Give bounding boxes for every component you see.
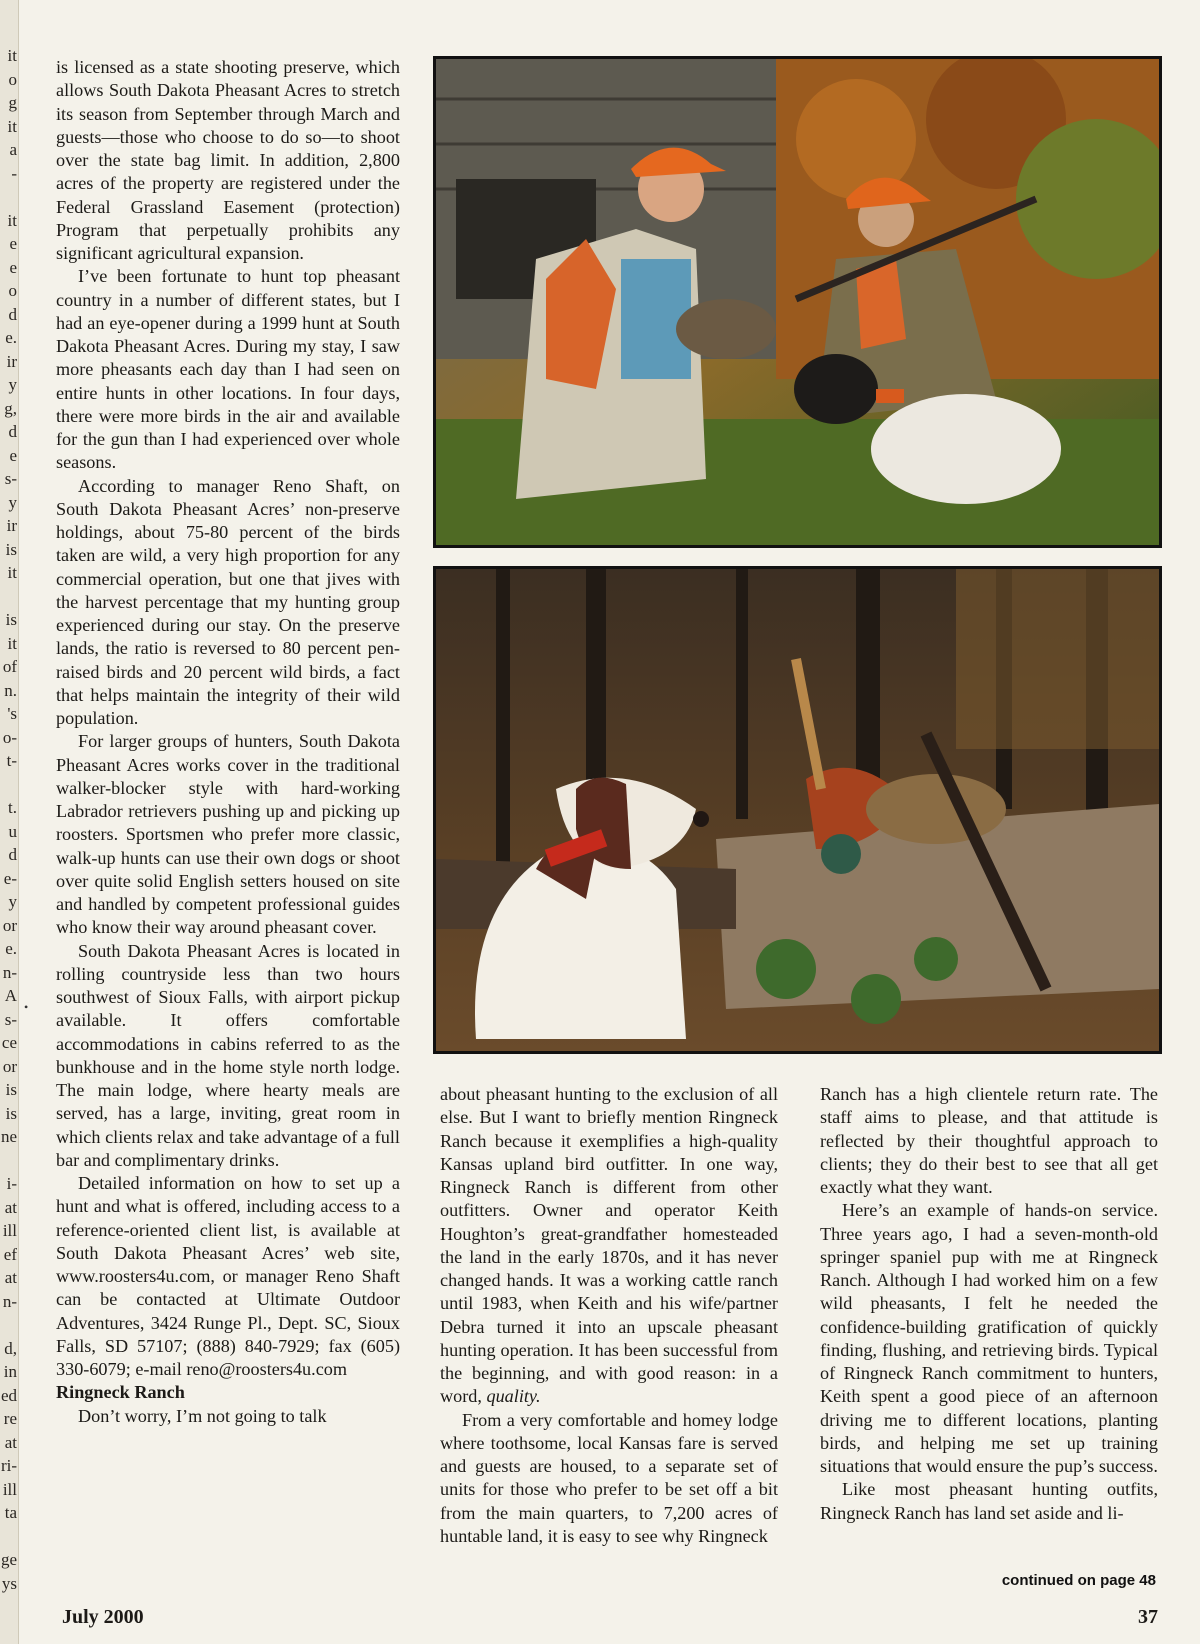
photo-hunters-with-dog — [433, 56, 1162, 548]
gutter-fragment: o- — [2, 727, 17, 747]
gutter-fragment: 's — [7, 704, 17, 723]
page-number: 37 — [1138, 1606, 1158, 1628]
gutter-fragment: of — [2, 657, 17, 676]
paragraph: For larger groups of hunters, South Dakota Pheasant Acres works cover in the traditional walker-blocker style with hard-working Labrador retrievers pushing up and picking up roosters. Sportsmen who prefer more classic, walk-up hunts can use their own dogs or shoot over quite solid English setters housed on site and handled by competent professional guides who know their way around pheasant cover. — [56, 731, 400, 938]
gutter-fragment: at — [4, 1268, 17, 1287]
photo-spaniel-with-pheasants — [433, 566, 1162, 1054]
gutter-fragment: u — [8, 821, 17, 841]
gutter-fragment — [1, 185, 17, 209]
gutter-fragment: ri- — [1, 1456, 17, 1475]
stray-dot: • — [24, 1000, 29, 1014]
gutter-fragment — [1, 1525, 17, 1549]
article-column-2 — [440, 1083, 778, 1548]
paragraph: Don’t worry, I’m not going to talk — [78, 1405, 327, 1426]
facing-page-text-fragments — [1, 44, 17, 1595]
gutter-fragment — [1, 773, 17, 797]
gutter-fragment: n- — [2, 962, 17, 982]
gutter-fragment: e — [9, 445, 17, 465]
gutter-fragment: y — [8, 492, 17, 512]
paragraph: According to manager Reno Shaft, on South Dakota Pheasant Acres’ non-preserve holdings, about 75-80 percent of the birds taken are wild, a very high proportion for any commercial operation, but one that jives with the harvest percentage that my hunting group experienced during our stay. On the preserve lands, the ratio is reversed to 80 percent pen-raised birds and 20 percent wild birds, a fact that helps maintain the integrity of their wild population. — [56, 475, 400, 728]
gutter-fragment: at — [4, 1197, 17, 1217]
gutter-fragment: e. — [5, 328, 17, 347]
emphasis-word: quality. — [486, 1386, 541, 1407]
gutter-fragment: is — [5, 610, 17, 629]
paragraph-text: about pheasant hunting to the exclusion of all else. But I want to briefly mention Ringneck Ranch because it exemplifies a high-quality Kansas upland bird outfitter. In one way, Ringneck Ranch is different from other outfitters. Owner and operator Keith Houghton’s great-grandfather homesteaded the land in the early 1870s, and it has never changed hands. It was a working cattle ranch until 1983, when Keith and his wife/partner Debra turned it into an upscale pheasant hunting operation. It has been successful from the beginning, and with good reason: in a word, — [440, 1084, 778, 1407]
gutter-fragment: a — [9, 140, 17, 159]
gutter-fragment: d — [8, 845, 17, 864]
paragraph — [440, 1083, 778, 1409]
paragraph: Here’s an example of hands-on service. Three years ago, I had a seven-month-old springer spaniel pup with me at Ringneck Ranch. Although I had worked him on a few wild pheasants, I felt he needed the confidence-building gratification of quickly finding, flushing, and retrieving birds. Typical of Ringneck Ranch commitment to hunters, Keith spent a good piece of an afternoon driving me to different locations, planting birds, and helping me set up training situations that would ensure the pup’s success. — [820, 1200, 1158, 1476]
gutter-fragment: e. — [5, 939, 17, 958]
gutter-fragment: d — [8, 304, 17, 324]
gutter-fragment: s- — [4, 1009, 17, 1029]
gutter-fragment: n. — [4, 680, 17, 700]
gutter-fragment: re — [3, 1409, 17, 1428]
gutter-fragment: it — [7, 563, 17, 582]
gutter-fragment: ge — [1, 1550, 17, 1569]
continued-jump-line: continued on page 48 — [1001, 1572, 1156, 1589]
gutter-fragment: g — [8, 93, 17, 112]
gutter-fragment: e — [9, 257, 17, 277]
gutter-fragment: ir — [6, 516, 17, 535]
gutter-fragment: y — [8, 892, 17, 911]
gutter-fragment: ys — [1, 1573, 17, 1593]
gutter-fragment: y — [8, 375, 17, 394]
gutter-fragment: o — [8, 69, 17, 89]
article-column-1 — [56, 56, 400, 1428]
gutter-fragment: t. — [8, 798, 17, 817]
gutter-fragment: it — [7, 46, 17, 65]
gutter-fragment: or — [2, 915, 17, 935]
gutter-fragment: e — [9, 234, 17, 253]
gutter-fragment: ta — [4, 1503, 17, 1522]
paragraph: Ranch has a high clientele return rate. The staff aims to please, and that attitude is reflected by their thoughtful approach to clients; they do their best to see that all get exactly what they want. — [820, 1084, 1158, 1197]
gutter-fragment — [1, 1149, 17, 1173]
gutter-fragment: d — [8, 422, 17, 441]
gutter-fragment: o — [8, 281, 17, 300]
gutter-fragment: is — [5, 539, 17, 559]
gutter-fragment: - — [11, 163, 17, 183]
paragraph: From a very comfortable and homey lodge where toothsome, local Kansas fare is served and guests are housed, to a separate set of units for those who prefer to be set off a bit from the main quarters, to 7,200 acres of huntable land, it is easy to see why Ringneck — [440, 1409, 778, 1546]
gutter-fragment: at — [4, 1432, 17, 1452]
paragraph: I’ve been fortunate to hunt top pheasant country in a number of different states, but I had an eye-opener during a 1999 hunt at South Dakota Pheasant Acres. During my stay, I saw more pheasants each day than I had seen on entire hunts in other locations. In four days, there were more birds in the air and available for the gun than I had experienced over whole seasons. — [56, 266, 400, 473]
gutter-fragment: g, — [4, 398, 17, 418]
paragraph: Like most pheasant hunting outfits, Ringneck Ranch has land set aside and li- — [820, 1479, 1158, 1523]
facing-page-edge — [0, 0, 19, 1644]
gutter-fragment: s- — [4, 469, 17, 488]
gutter-fragment: it — [7, 210, 17, 230]
gutter-fragment: is — [5, 1103, 17, 1123]
gutter-fragment — [1, 585, 17, 609]
gutter-fragment: or — [2, 1056, 17, 1076]
article-column-3 — [820, 1083, 1158, 1525]
paragraph: South Dakota Pheasant Acres is located in rolling countryside less than two hours southwest of Sioux Falls, with airport pickup available. It offers comfortable accommodations in cabins referred to as the bunkhouse and in the home style north lodge. The main lodge, where hearty meals are served, has a large, inviting, great room in which clients relax and take advantage of a full bar and complimentary drinks. — [56, 940, 400, 1170]
gutter-fragment: ne — [1, 1127, 17, 1146]
gutter-fragment: n- — [2, 1291, 17, 1311]
issue-date: July 2000 — [62, 1606, 144, 1628]
gutter-fragment: ed — [1, 1385, 17, 1405]
gutter-fragment: ill — [2, 1221, 17, 1240]
gutter-fragment: ef — [3, 1244, 17, 1264]
section-subhead: Ringneck Ranch — [56, 1382, 185, 1403]
gutter-fragment: e- — [3, 868, 17, 888]
gutter-fragment: in — [3, 1362, 17, 1381]
gutter-fragment: i- — [6, 1174, 17, 1193]
gutter-fragment — [1, 1313, 17, 1337]
paragraph: Detailed information on how to set up a hunt and what is offered, including access to a reference-oriented client list, is available at South Dakota Pheasant Acres’ web site, www.roosters4u.com, or manager Reno Shaft can be contacted at Ultimate Outdoor Adventures, 3424 Runge Pl., Dept. SC, Sioux Falls, SD 57107; (888) 840-7929; fax (605) 330-6079; e-mail reno@roosters4u.com — [56, 1173, 400, 1379]
paragraph: is licensed as a state shooting preserve, which allows South Dakota Pheasant Acres to stretch its season from September through March and guests—those who choose to do so—to shoot over the state bag limit. In addition, 2,800 acres of the property are registered under the Federal Grassland Easement (protection) Program that perpetually prohibits any significant agricultural expansion. — [56, 57, 400, 263]
gutter-fragment: ce — [1, 1033, 17, 1052]
gutter-fragment: it — [7, 633, 17, 653]
gutter-fragment: it — [7, 116, 17, 136]
gutter-fragment: d, — [4, 1338, 17, 1358]
gutter-fragment: t- — [6, 751, 17, 770]
gutter-fragment: A — [4, 986, 17, 1005]
gutter-fragment: ir — [6, 351, 17, 371]
gutter-fragment: is — [5, 1080, 17, 1099]
gutter-fragment: ill — [2, 1479, 17, 1499]
